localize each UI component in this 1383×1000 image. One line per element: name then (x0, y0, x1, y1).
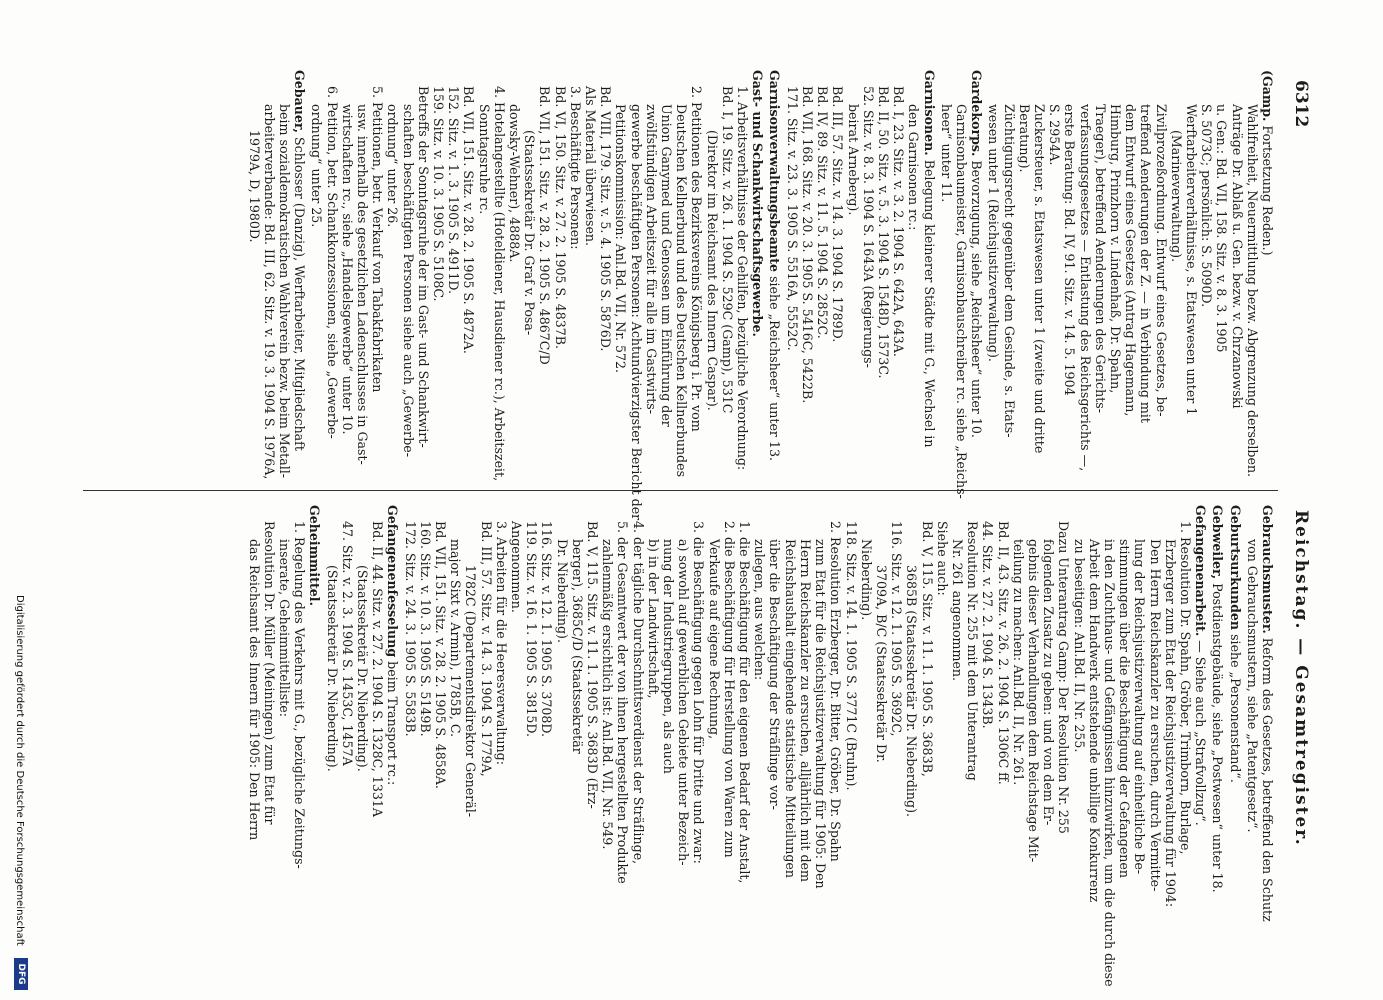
entry-line: von Gebrauchsmustern, siehe „Patentgesetz“. (1244, 539, 1260, 833)
entry-line: 2. Petitionen des Bezirksvereins Königsberg i. Pr. vom (689, 86, 705, 432)
entry-line: verfassungsgesetzes — Entlastung des Reichsgerichts —, (1077, 104, 1093, 472)
entry-line: Traeger), betreffend Aenderungen des Gerichts- (1092, 104, 1108, 413)
entry-line: beirat Arneberg). (845, 104, 861, 216)
entry-line: wirtschaften rc., siehe „Handelsgewerbe“ unter 10. (339, 104, 355, 435)
entry-line: b) in der Landwirtschaft, (645, 539, 661, 699)
entry-line: Den Herrn Reichskanzler zu ersuchen, durch Vermitte- (1147, 539, 1163, 892)
entry-line: Beratung). (1016, 104, 1032, 173)
right-column (244, 505, 1275, 987)
entry-line: Union Ganymed und Genossen um Einführung der (659, 104, 675, 427)
entry-line: Verkaufe auf eigene Rechnung, (706, 539, 722, 740)
running-title: Reichstag. — Gesamtregister. (1291, 510, 1311, 847)
digitization-credit: Digitalisierung gefördert durch die Deutsche Forschungsgemeinschaft (14, 595, 25, 946)
entry-line: major Sixt v. Armin), 1785B, C. (448, 539, 464, 738)
entry-line: erste Beratung: Bd. IV, 91. Sitz. v. 14. 5. 1904 (1062, 104, 1078, 396)
entry-line: Resolution Nr. 255 mit dem Unterantrag (965, 521, 981, 781)
register-entry (1210, 505, 1225, 925)
entry-line: 3. die Beschäftigung gegen Lohn für Dritte und zwar: (691, 521, 707, 864)
register-entry (986, 70, 1275, 490)
entry-line (1210, 505, 1225, 925)
entry-text: Postdienstgebäude, siehe „Postwesen“ unter 18. (1210, 579, 1226, 893)
entry-line: Bd. III, 57. Sitz. v. 14. 3. 1904 S. 1789D. (830, 86, 846, 343)
entry-line (1260, 505, 1275, 925)
entry-line: stimmungen über die Beschäftigung der Gefangenen (1117, 539, 1133, 878)
entry-line: wesen unter 1 (Reichsjustizverwaltung). (986, 104, 1002, 362)
entry-line: Werftarbeiterverhältnisse, s. Etatswesen unter 1 (1183, 104, 1199, 416)
entry-line: 1979A, D, 1980D. (246, 130, 262, 243)
entry-line: Erzberger zum Etat der Reichsjustizverwaltung für 1904: (1162, 539, 1178, 908)
entry-heading: Geburtsurkunden (1227, 505, 1243, 631)
entry-text: siehe „Reichsheer“ unter 13. (767, 272, 783, 461)
entry-text: Belegung kleinerer Städte mit G., Wechsel in (921, 155, 937, 448)
entry-line: u. Gen.: Bd. VII, 158. Sitz. v. 8. 3. 1905 (1214, 104, 1230, 353)
dfg-logo: DFG (14, 958, 28, 990)
entry-heading: (Gamp. (1260, 70, 1275, 122)
entry-line: Zuckersteuer, s. Etatswesen unter 1 (zweite und dritte (1031, 104, 1047, 454)
register-entry (324, 505, 400, 925)
entry-line: dowsky-Wehner), 4888A. (507, 104, 523, 263)
entry-line (750, 70, 765, 490)
register-entry (246, 505, 322, 925)
entry-line: 1. Regelung des Verkehrs mit G., bezügliche Zeitungs- (292, 521, 308, 869)
entry-line: 4. der tägliche Durchschnittsverdienst der Sträflinge, (630, 521, 646, 865)
entry-line: Bd. II, 43. Sitz. v. 26. 2. 1904 S. 1306C ff. (995, 521, 1011, 785)
register-entry (246, 70, 307, 490)
entry-line: (Staatssekretär Dr. Graf v. Posa- (522, 130, 538, 336)
entry-line: heer“ unter 11. (938, 104, 954, 203)
entry-line: (Staatssekretär Dr. Nieberding). (355, 565, 371, 772)
entry-line: 4. Hotelangestellte (Hoteldiener, Hausdiener rc.), Arbeitszeit, (491, 86, 507, 482)
entry-line: 52. Sitz. v. 8. 3. 1904 S. 1643A (Regierungs- (860, 86, 876, 368)
entry-line: 5. der Gesamtwert der von ihnen hergestellten Produkte (615, 521, 631, 884)
entry-line: Nieberding). (858, 539, 874, 621)
entry-line (767, 70, 782, 490)
entry-line: 118. Sitz. v. 14. 1. 1905 S. 3771C (Bruhn). (843, 521, 859, 791)
entry-text: Fortsetzung Reden.) (1260, 121, 1275, 256)
entry-line: 5. Petitionen, betr. Verkauf von Tabakfabrikaten (370, 86, 386, 393)
entry-line: Bd. V, 115. Sitz. v. 11. 1. 1905 S. 3683B, (919, 521, 935, 777)
entry-line (292, 70, 307, 490)
entry-line: 1782C (Departementsdirektor Generäl- (463, 565, 479, 818)
entry-heading: Geheimmittel. (307, 505, 323, 606)
entry-line (921, 70, 936, 490)
entry-line: Angenommen. (509, 521, 525, 613)
entry-line: Bd. II, 50. Sitz. v. 5. 3. 1904 S. 1548D, 1573C. (875, 86, 891, 379)
entry-line: Arbeit dem Handwerk entstehende unbillige Konkurrenz (1086, 539, 1102, 903)
entry-line: dem Entwurf eines Gesetzes (Antrag Hagemann, (1123, 104, 1139, 417)
entry-line: Garnisonbaumeister, Garnisonbauschreiber rc. siehe „Reichs- (953, 104, 969, 499)
entry-line: 44. Sitz. v. 27. 2. 1904 S. 1343B. (980, 521, 996, 729)
entry-line: 3. Arbeiten für die Heeresverwaltung: (493, 521, 509, 765)
entry-text: siehe „Personenstand“. (1227, 630, 1243, 783)
register-entry (402, 505, 1209, 987)
left-column (244, 70, 1275, 521)
entry-line: Bd. VII, 151. Sitz. v. 28. 2. 1905 S. 4858A. (433, 521, 449, 789)
entry-line: das Reichsamt des Innern für 1905: Den Herrn (246, 539, 262, 841)
entry-line (1227, 505, 1242, 925)
entry-line: Bd. VI, 150. Sitz. v. 27. 2. 1905 S. 4837B. (552, 86, 568, 350)
entry-line: treffend Aenderungen der Z. — in Verbindung mit (1138, 104, 1154, 423)
entry-line: Siehe auch: (934, 521, 950, 596)
entry-line: Petitionskommission: Anl.Bd. VII, Nr. 572. (613, 104, 629, 374)
register-entry (785, 70, 937, 490)
entry-line: zahlenmäßig ersichtlich ist: Anl.Bd. VII, Nr. 549. (600, 539, 616, 850)
entry-line: 6. Petition, betr. Schankkonzessionen, siehe „Gewerbe- (324, 86, 340, 439)
entry-line: teilung zu machen: Anl.Bd. II, Nr. 261. (1010, 539, 1026, 786)
column-divider (83, 490, 1278, 491)
entry-line: berger), 3685C/D (Staatssekretär (569, 539, 585, 754)
entry-line: Wahlfreiheit, Neuermittlung bezw. Abgrenzung derselben. (1244, 104, 1260, 478)
entry-line: Bd. I, 23. Sitz. v. 3. 2. 1904 S. 642A, 643A. (891, 86, 907, 357)
entry-line: usw. innerhalb des gesetzlichen Ladenschlusses in Gast- (355, 104, 371, 465)
entry-text: Bevorzugung, siehe „Reichsheer“ unter 10. (969, 156, 985, 438)
entry-line: in den Zuchthaus- und Gefängnissen hinzuwirken, um die durch diese (1101, 539, 1117, 987)
entry-line: 3. Beschäftigte Personen: (567, 86, 583, 250)
entry-line: ordnung“ unter 26. (385, 104, 401, 228)
entry-line: 116. Sitz. v. 12. 1. 1905 S. 3708D. (539, 521, 555, 738)
entry-line: zum Etat für die Reichsjustizverwaltung für 1905: Den (813, 539, 829, 889)
entry-line: zu beseitigen: Anl.Bd. II, Nr. 255. (1071, 539, 1087, 753)
entry-line: 47. Sitz. v. 2. 3. 1904 S. 1453C, 1457A (339, 521, 355, 766)
entry-line: 116. Sitz. v. 12. 1. 1905 S. 3692C, (889, 521, 905, 737)
entry-line: gewerbe beschäftigten Personen: Achtundvierzigster Bericht der (628, 104, 644, 521)
entry-line: 3709A, B/C (Staatssekretär Dr. (873, 565, 889, 763)
entry-line: Bd. VII, 151. Sitz. v. 28. 2. 1905 S. 4867C/D (537, 86, 553, 365)
entry-line: 119. Sitz. v. 16. 1. 1905 S. 3815D. (524, 521, 540, 738)
entry-heading: Gebweiler, (1210, 505, 1226, 580)
entry-line: Resolution Dr. Müller (Meiningen) zum Etat für (261, 521, 277, 825)
register-entry (767, 70, 782, 490)
entry-line: Herrn Reichskanzler zu ersuchen, alljährlich mit dem (797, 539, 813, 882)
entry-line (969, 70, 984, 490)
page-header (1285, 40, 1315, 995)
entry-line (307, 505, 322, 925)
entry-text: beim Transport rc.: (385, 657, 401, 786)
register-entry (938, 70, 985, 499)
entry-line: 159. Sitz. v. 10. 3. 1905 S. 5108C. (431, 86, 447, 302)
entry-line: 152. Sitz. v. 1. 3. 1905 S. 4911D. (446, 86, 462, 295)
entry-line (1193, 505, 1208, 925)
entry-line: Bd. I, 19. Sitz. v. 26. 1. 1904 S. 529C (Gamp), 531C (719, 86, 735, 414)
entry-line: Dazu Unterantrag Gamp: Der Resolution Nr. 255 (1056, 521, 1072, 834)
entry-line: Bd. IV, 89. Sitz. v. 11. 5. 1904 S. 2852C. (815, 86, 831, 339)
entry-line: S. 2954A. (1047, 104, 1063, 166)
entry-line: (Marineverwaltung). (1168, 130, 1184, 263)
entry-heading: Gefangenenfesselung (385, 505, 401, 658)
entry-line: Anträge Dr. Ablaß u. Gen. bezw. v. Chrzanowski (1229, 104, 1245, 409)
entry-line: Reichshaushalt eingehende statistische Mitteilungen (782, 539, 798, 878)
entry-line: den Garnisonen rc.: (906, 104, 922, 231)
page-number: 6312 (1291, 80, 1311, 128)
entry-line: S. 5073C; persönlich: S. 5090D. (1199, 104, 1215, 308)
register-entry (1245, 505, 1275, 925)
entry-heading: Gast- und Schankwirtschaftsgewerbe. (750, 70, 766, 337)
entry-line: Bd. II, 44. Sitz. v. 27. 2. 1904 S. 1328C, 1331A (370, 521, 386, 817)
entry-line: Als Material überwiesen. (583, 86, 599, 247)
entry-line (1260, 70, 1275, 490)
entry-line: 2. Resolution Erzberger, Dr. Bitter, Gröber, Dr. Spahn (828, 521, 844, 862)
entry-line: 171. Sitz. v. 23. 3. 1905 S. 5516A, 5552C. (784, 86, 800, 351)
entry-heading: Gefangenenarbeit. (1193, 505, 1209, 637)
entry-line: 1. Resolution Dr. Spahn, Gröber, Trimborn, Burlage, (1177, 521, 1193, 855)
entry-line: (Direktor im Reichsamt des Innern Caspar). (704, 130, 720, 411)
entry-line: Nr. 261 angenommen. (949, 539, 965, 681)
entry-line: arbeiterverbande: Bd. III, 62. Sitz. v. 19. 3. 1904 S. 1976A, (261, 104, 277, 480)
entry-line: 2. die Beschäftigung für Herstellung von Waren zum (721, 521, 737, 858)
entry-line: gebnis dieser Verhandlungen dem Reichstage Mit- (1025, 539, 1041, 863)
entry-line: Himburg, Prinzhorn v. Lindenhaß, Dr. Spahn, (1107, 104, 1123, 394)
entry-line: 1. Arbeitsverhältnisse der Gehilfen, bezügliche Verordnung: (735, 86, 751, 471)
entry-line: Bd. III, 57. Sitz. v. 14. 3. 1904 S. 1779A, (478, 521, 494, 777)
entry-line: inserate, Geheimmittelliste: (277, 539, 292, 717)
entry-line: a) sowohl auf gewerblichen Gebiete unter Bezeich- (676, 539, 692, 866)
entry-heading: Gardekorps. (969, 70, 985, 157)
entry-line: Betreffs der Sonntagsruhe der im Gast- und Schankwirt- (415, 86, 431, 448)
entry-line: ordnung“ unter 25. (309, 104, 325, 228)
entry-line: Dr. Nieberding). (554, 539, 570, 643)
entry-line: über die Beschäftigung der Sträflinge vor- (767, 539, 783, 810)
entry-line: schaften beschäftigten Personen siehe auch „Gewerbe- (400, 104, 416, 457)
entry-line: Bd. VII, 151. Sitz. v. 28. 2. 1905 S. 4872A. (461, 86, 477, 354)
entry-line: folgenden Zusatz zu geben: und von dem Er- (1041, 539, 1057, 826)
entry-line: beim sozialdemokratischen Wahlverein bezw. beim Metall- (277, 104, 292, 479)
entry-line: 172. Sitz. v. 24. 3. 1905 S. 5583B. (402, 521, 418, 737)
register-entry (309, 70, 766, 521)
entry-heading: Gebrauchsmuster. (1260, 505, 1275, 634)
entry-line: Bd. VII, 168. Sitz. v. 20. 3. 1905 S. 5416C, 5422B. (799, 86, 815, 404)
entry-line: lung der Reichsjustizverwaltung auf einheitliche Be- (1132, 539, 1148, 875)
entry-line: Zivilprozeßordnung. Entwurf eines Gesetzes, be- (1153, 104, 1169, 417)
register-entry (1227, 505, 1242, 925)
entry-line (385, 505, 400, 925)
entry-heading: Garnisonverwaltungsbeamte (767, 70, 783, 273)
entry-line: Sonntagsruhe rc. (476, 104, 492, 215)
entry-line: (Staatssekretär Dr. Nieberding). (324, 565, 340, 772)
entry-line: zwölfstündigen Arbeitszeit für alle im Gastwirts- (643, 104, 659, 414)
entry-text: Reform des Gesetzes, betreffend den Schutz (1260, 633, 1275, 922)
entry-line: Bd. V, 115. Sitz. v. 11. 1. 1905 S. 3683D (Erz- (585, 521, 601, 809)
entry-heading: Garnisonen. (921, 70, 937, 156)
entry-line: Züchtigungsrecht gegenüber dem Gesinde, s. Etats- (1001, 104, 1017, 438)
entry-line: zulegen, aus welchen: (752, 539, 768, 681)
entry-line: nung der Industriegruppen, als auch (661, 539, 677, 774)
entry-line: 160. Sitz. v. 10. 3. 1905 S. 5149B. (417, 521, 433, 737)
entry-line: 1. die Beschäftigung für den eigenen Bedarf der Anstalt, (737, 521, 753, 884)
entry-heading: Gebauer, (292, 70, 308, 134)
entry-text: — Siehe auch „Strafvollzug“. (1193, 636, 1209, 826)
entry-text: Schlosser (Danzig), Werftarbeiter, Mitgliedschaft (292, 133, 308, 451)
entry-line: Bd. VIII, 179. Sitz. v. 5. 4. 1905 S. 5876D. (598, 86, 614, 352)
entry-line: 3685B (Staatssekretär Dr. Nieberding). (904, 565, 920, 818)
entry-line: Deutschen Kellnerbund und des Deutschen Kellnerbundes (674, 104, 690, 478)
